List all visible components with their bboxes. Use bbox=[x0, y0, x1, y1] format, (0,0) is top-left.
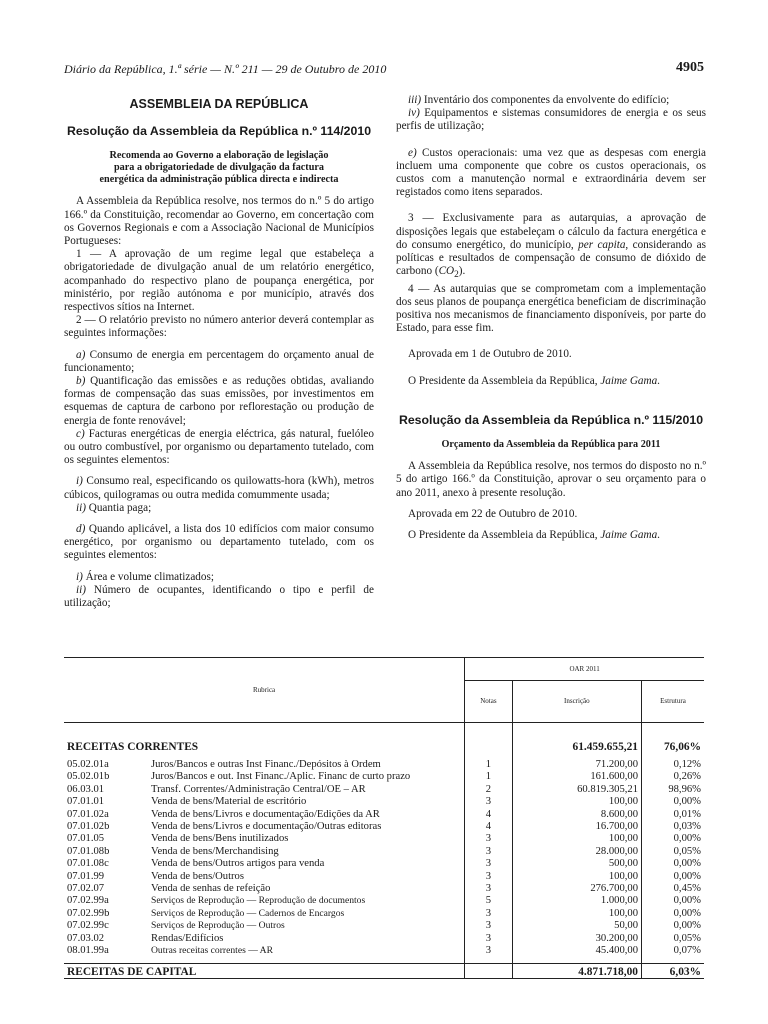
item-d: d) Quando aplicável, a lista dos 10 edifícios com maior consumo energético, por organismo ou departamento tutelado, com os seguintes elementos: bbox=[64, 523, 374, 562]
left-column bbox=[64, 94, 374, 610]
header-rubrica: Rubrica bbox=[253, 685, 276, 694]
item-c-i: i) Consumo real, especificando os quilowatts-hora (kWh), metros cúbicos, quilogramas ou outra medida comummente usada; bbox=[64, 475, 374, 501]
row-amount: 16.700,00 bbox=[512, 821, 641, 833]
table-row bbox=[64, 771, 704, 783]
row-struct: 0,05% bbox=[642, 846, 705, 858]
table-row bbox=[64, 908, 704, 920]
row-amount: 60.819.305,21 bbox=[512, 784, 641, 796]
row-amount: 45.400,00 bbox=[512, 945, 641, 957]
paragraph-4: 4 — As autarquias que se comprometam com a implementação dos seus planos de poupança energética beneficiam de discriminação positiva nos mecanismos de financiamento disponíveis, por parte do Estado, para esse fim. bbox=[396, 282, 706, 335]
row-code: 07.01.08b bbox=[67, 845, 110, 857]
table-row bbox=[64, 809, 704, 821]
table-row bbox=[64, 895, 704, 907]
table-row bbox=[64, 883, 704, 895]
item-d-ii: ii) Número de ocupantes, identificando o tipo e perfil de utilização; bbox=[64, 583, 374, 610]
row-note: 3 bbox=[465, 945, 513, 957]
row-note: 3 bbox=[465, 920, 513, 932]
resolution-title-115: Resolução da Assembleia da República n.º 115/2010 bbox=[398, 412, 704, 427]
row-description: Venda de bens/Bens inutilizados bbox=[151, 833, 289, 845]
row-note: 4 bbox=[465, 821, 513, 833]
resolution-subtitle-115: Orçamento da Assembleia da República para 2011 bbox=[441, 439, 661, 451]
running-header: Diário da República, 1.ª série — N.º 211 — 29 de Outubro de 2010 bbox=[64, 62, 387, 76]
row-description: Venda de senhas de refeição bbox=[151, 882, 271, 894]
row-description: Venda de bens/Livros e documentação/Edições da AR bbox=[151, 808, 380, 820]
header-inscricao: Inscrição bbox=[512, 681, 641, 723]
row-note: 3 bbox=[465, 871, 513, 883]
table-row bbox=[64, 858, 704, 870]
row-code: 07.01.02b bbox=[67, 820, 110, 832]
item-a: a) Consumo de energia em percentagem do orçamento anual de funcionamento; bbox=[64, 348, 374, 374]
row-description: Serviços de Reprodução — Reprodução de documentos bbox=[151, 895, 366, 907]
table-row bbox=[64, 821, 704, 833]
row-struct: 0,07% bbox=[642, 945, 705, 957]
table-row bbox=[64, 796, 704, 808]
section-title: ASSEMBLEIA DA REPÚBLICA bbox=[129, 97, 309, 111]
row-struct: 0,45% bbox=[642, 883, 705, 895]
row-note: 3 bbox=[465, 833, 513, 845]
row-note: 5 bbox=[465, 895, 513, 907]
row-code: 05.02.01a bbox=[67, 758, 109, 770]
row-note: 3 bbox=[465, 933, 513, 945]
header-estrutura: Estrutura bbox=[642, 681, 705, 723]
row-code: 07.03.02 bbox=[67, 932, 105, 944]
row-code: 07.02.99c bbox=[67, 920, 109, 932]
item-d-i: i) Área e volume climatizados; bbox=[76, 570, 214, 583]
signature-114: O Presidente da Assembleia da República, Jaime Gama. bbox=[408, 374, 660, 387]
row-note: 3 bbox=[465, 858, 513, 870]
group-amount: 61.459.655,21 bbox=[512, 741, 641, 753]
approval-date-115: Aprovada em 22 de Outubro de 2010. bbox=[408, 507, 578, 520]
row-amount: 100,00 bbox=[512, 871, 641, 883]
row-code: 07.01.01 bbox=[67, 796, 105, 808]
row-code: 07.01.05 bbox=[67, 833, 105, 845]
row-struct: 0,01% bbox=[642, 809, 705, 821]
row-description: Outras receitas correntes — AR bbox=[151, 945, 274, 956]
paragraph-3: 3 — Exclusivamente para as autarquias, a aprovação de disposições legais que estabeleçam o cálculo da factura energética e do consumo energético, do município, per capita, considerando as políticas e resultados de compensação de consumo de dióxido de carbono $(CO_2)$. bbox=[396, 212, 706, 281]
header-notas: Notas bbox=[465, 681, 513, 723]
row-struct: 0,03% bbox=[642, 821, 705, 833]
row-description: Venda de bens/Livros e documentação/Outras editoras bbox=[151, 820, 382, 832]
table-row bbox=[64, 759, 704, 771]
row-amount: 100,00 bbox=[512, 908, 641, 920]
subtitle-line: para a obrigatoriedade de divulgação da factura bbox=[114, 162, 324, 174]
table-row bbox=[64, 933, 704, 945]
row-struct: 0,00% bbox=[642, 833, 705, 845]
row-note: 3 bbox=[465, 908, 513, 920]
item-e: e) Custos operacionais: uma vez que as despesas com energia incluem uma componente que cobre os custos operacionais, os custos com a manutenção normal e extraordinária devem ser registados como itens separados. bbox=[396, 146, 706, 199]
row-description: Venda de bens/Material de escritório bbox=[151, 796, 307, 808]
group-label: RECEITAS DE CAPITAL bbox=[67, 965, 197, 978]
row-note: 1 bbox=[465, 771, 513, 783]
item-d-iv: iv) Equipamentos e sistemas consumidores de energia e os seus perfis de utilização; bbox=[396, 107, 706, 133]
row-amount: 8.600,00 bbox=[512, 809, 641, 821]
row-struct: 0,00% bbox=[642, 796, 705, 808]
row-code: 07.02.07 bbox=[67, 882, 105, 894]
group-amount: 4.871.718,00 bbox=[512, 963, 641, 978]
row-description: Venda de bens/Merchandising bbox=[151, 845, 279, 857]
row-struct: 0,00% bbox=[642, 871, 705, 883]
row-amount: 30.200,00 bbox=[512, 933, 641, 945]
row-note: 2 bbox=[465, 784, 513, 796]
row-amount: 276.700,00 bbox=[512, 883, 641, 895]
row-note: 3 bbox=[465, 796, 513, 808]
group-struct: 76,06% bbox=[642, 741, 705, 753]
subtitle-line: Recomenda ao Governo a elaboração de legislação bbox=[109, 150, 329, 162]
item-c-ii: ii) Quantia paga; bbox=[76, 501, 152, 514]
row-description: Serviços de Reprodução — Cadernos de Encargos bbox=[151, 907, 345, 919]
group-struct: 6,03% bbox=[642, 963, 705, 978]
table-row bbox=[64, 784, 704, 796]
item-b: b) Quantificação das emissões e as reduções obtidas, avaliando formas de compensação das suas emissões, por investimentos em esquemas de captura de carbono por reflorestação ou produção de energia de fonte renovável; bbox=[64, 375, 374, 427]
table-row bbox=[64, 846, 704, 858]
row-description: Venda de bens/Outros bbox=[151, 870, 244, 882]
resolution-115-intro: A Assembleia da República resolve, nos termos do disposto no n.º 5 do artigo 166.º da Constituição, aprovar o seu orçamento para o ano 2011, anexo à presente resolução. bbox=[396, 460, 706, 499]
signature-115: O Presidente da Assembleia da República, Jaime Gama. bbox=[408, 528, 660, 541]
table-row bbox=[64, 920, 704, 932]
row-struct: 0,12% bbox=[642, 759, 705, 771]
row-note: 1 bbox=[465, 759, 513, 771]
resolution-title-114: Resolução da Assembleia da República n.º 114/2010 bbox=[66, 124, 372, 139]
row-amount: 100,00 bbox=[512, 833, 641, 845]
subtitle-line: energética da administração pública directa e indirecta bbox=[99, 174, 339, 186]
row-code: 05.02.01b bbox=[67, 771, 110, 783]
row-struct: 0,00% bbox=[642, 895, 705, 907]
header-oar-2011: OAR 2011 bbox=[465, 658, 704, 681]
row-description: Serviços de Reprodução — Outros bbox=[151, 920, 285, 932]
table-row bbox=[64, 945, 704, 957]
budget-table bbox=[64, 657, 704, 979]
row-amount: 161.600,00 bbox=[512, 771, 641, 783]
row-note: 3 bbox=[465, 883, 513, 895]
approval-date-114: Aprovada em 1 de Outubro de 2010. bbox=[408, 348, 572, 361]
row-amount: 1.000,00 bbox=[512, 895, 641, 907]
budget-table-grid bbox=[64, 657, 704, 979]
row-code: 07.02.99a bbox=[67, 895, 109, 907]
row-amount: 71.200,00 bbox=[512, 759, 641, 771]
row-amount: 500,00 bbox=[512, 858, 641, 870]
paragraph-1: 1 — A aprovação de um regime legal que estabeleça a obrigatoriedade de divulgação anual de um relatório energético, acompanhado do respectivo plano de poupança energética, por ministério, por região autónoma e por município, através dos respectivos sítios na Internet. bbox=[64, 248, 374, 314]
row-description: Juros/Bancos e outras Inst Financ./Depósitos à Ordem bbox=[151, 758, 381, 770]
row-amount: 28.000,00 bbox=[512, 846, 641, 858]
row-struct: 0,26% bbox=[642, 771, 705, 783]
paragraph-2: 2 — O relatório previsto no número anterior deverá contemplar as seguintes informações: bbox=[64, 314, 374, 340]
group-receitas-correntes bbox=[64, 741, 704, 753]
row-description: Juros/Bancos e out. Inst Financ./Aplic. Financ de curto prazo bbox=[151, 771, 411, 783]
item-c: c) Facturas energéticas de energia eléctrica, gás natural, fuelóleo ou outro combustível, por organismo ou departamento tutelado, com os seguintes elementos: bbox=[64, 427, 374, 467]
resolution-subtitle-114 bbox=[64, 150, 374, 186]
row-description: Rendas/Edifícios bbox=[151, 932, 224, 944]
table-row bbox=[64, 871, 704, 883]
row-note: 4 bbox=[465, 809, 513, 821]
row-struct: 0,05% bbox=[642, 933, 705, 945]
row-code: 07.01.08c bbox=[67, 858, 109, 870]
intro-paragraph: A Assembleia da República resolve, nos termos do n.º 5 do artigo 166.º da Constituição, recomendar ao Governo, em concertação com os Governos Regionais e com a Associação Nacional de Municípios Portugueses: bbox=[64, 195, 374, 248]
row-note: 3 bbox=[465, 846, 513, 858]
table-row bbox=[64, 833, 704, 845]
row-description: Venda de bens/Outros artigos para venda bbox=[151, 858, 325, 870]
page-number: 4905 bbox=[676, 60, 704, 75]
right-column bbox=[396, 94, 706, 542]
item-d-iii: iii) Inventário dos componentes da envolvente do edifício; bbox=[408, 94, 670, 106]
row-description: Transf. Correntes/Administração Central/OE – AR bbox=[151, 783, 366, 795]
row-code: 08.01.99a bbox=[67, 945, 109, 956]
row-amount: 100,00 bbox=[512, 796, 641, 808]
group-label: RECEITAS CORRENTES bbox=[67, 740, 199, 753]
row-code: 07.01.02a bbox=[67, 808, 109, 820]
row-code: 06.03.01 bbox=[67, 783, 105, 795]
row-struct: 98,96% bbox=[642, 784, 705, 796]
row-code: 07.02.99b bbox=[67, 907, 110, 919]
row-amount: 50,00 bbox=[512, 920, 641, 932]
group-receitas-capital bbox=[64, 963, 704, 978]
row-struct: 0,00% bbox=[642, 858, 705, 870]
row-code: 07.01.99 bbox=[67, 870, 105, 882]
row-struct: 0,00% bbox=[642, 908, 705, 920]
row-struct: 0,00% bbox=[642, 920, 705, 932]
